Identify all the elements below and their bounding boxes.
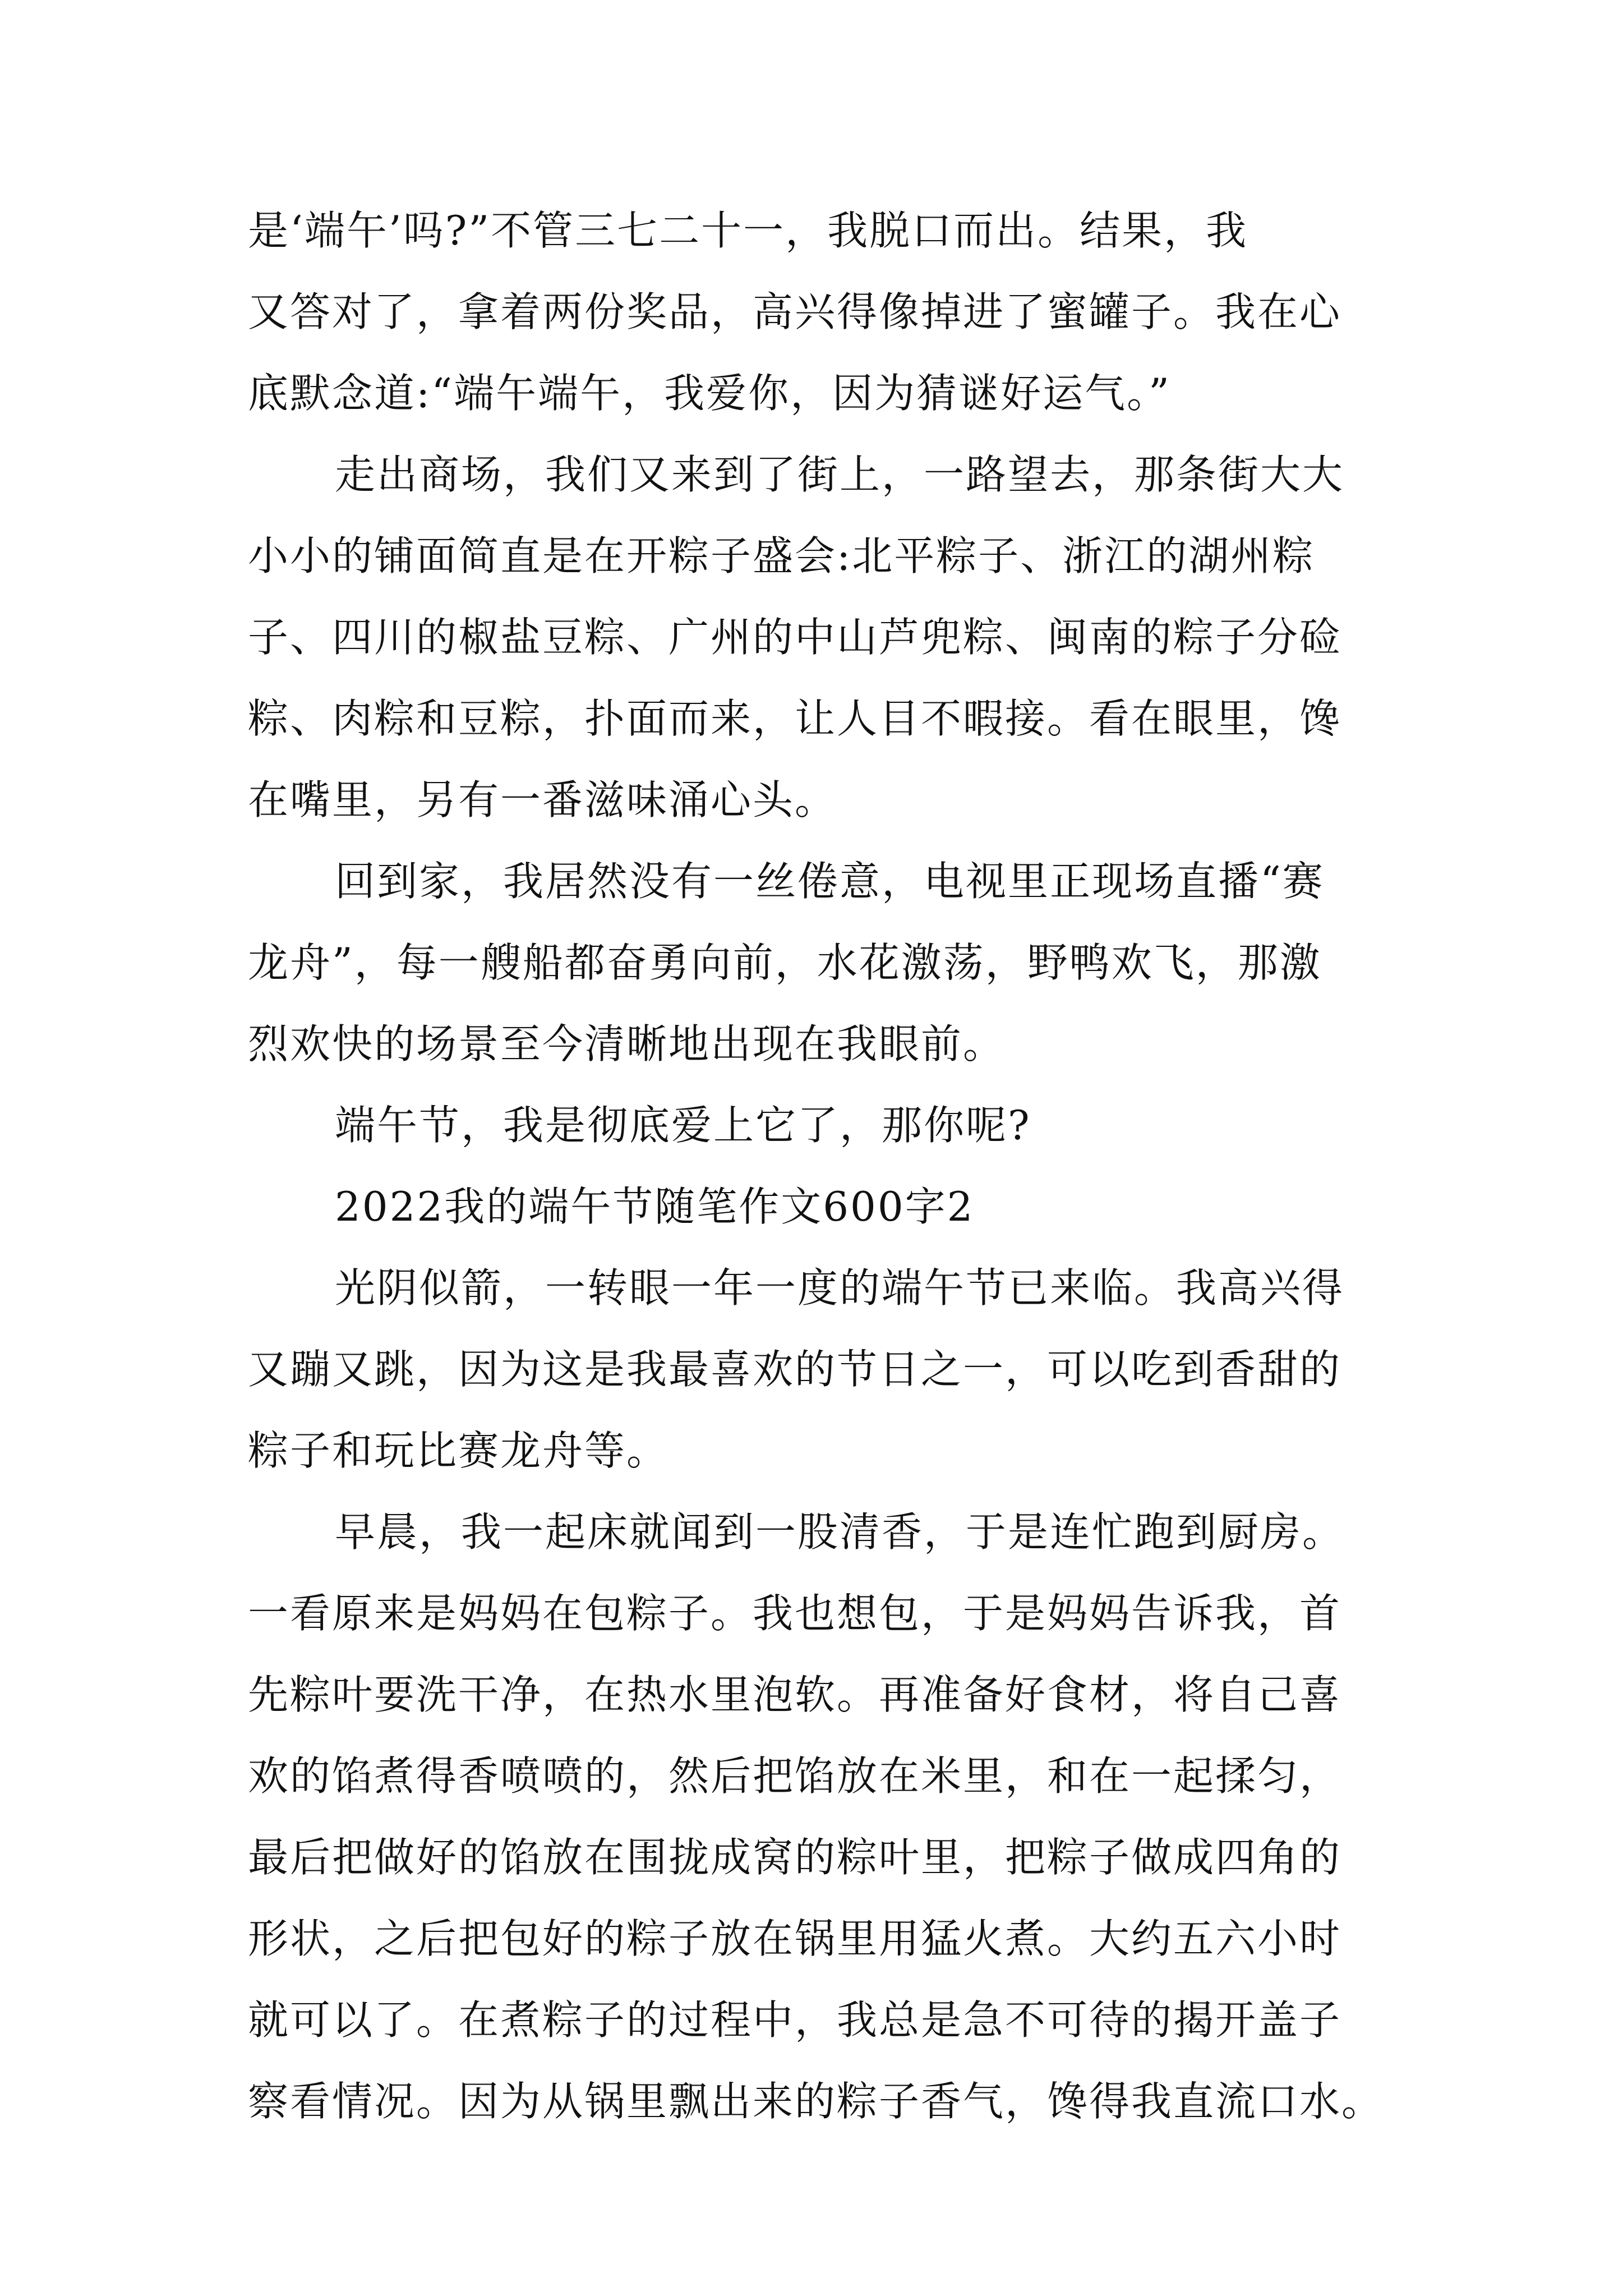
text-line: 小小的铺面简直是在开粽子盛会:北平粽子、浙江的湖州粽 <box>248 532 1315 579</box>
text-line: 粽、肉粽和豆粽，扑面而来，让人目不暇接。看在眼里，馋 <box>248 695 1342 742</box>
text-line: 烈欢快的场景至今清晰地出现在我眼前。 <box>248 1020 1006 1068</box>
text-line: 端午节，我是彻底爱上它了，那你呢? <box>335 1102 1031 1149</box>
text-line: 察看情况。因为从锅里飘出来的粽子香气，馋得我直流口水。 <box>248 2078 1384 2125</box>
text-line: 最后把做好的馅放在围拢成窝的粽叶里，把粽子做成四角的 <box>248 1834 1342 1881</box>
text-line: 光阴似箭，一转眼一年一度的端午节已来临。我高兴得 <box>335 1264 1345 1312</box>
text-line: 走出商场，我们又来到了街上，一路望去，那条街大大 <box>335 451 1345 498</box>
text-line: 粽子和玩比赛龙舟等。 <box>248 1427 669 1474</box>
text-line: 回到家，我居然没有一丝倦意，电视里正现场直播“赛 <box>335 858 1325 905</box>
text-line: 早晨，我一起床就闻到一股清香，于是连忙跑到厨房。 <box>335 1508 1345 1556</box>
text-line: 就可以了。在煮粽子的过程中，我总是急不可待的揭开盖子 <box>248 1996 1342 2044</box>
text-line: 欢的馅煮得香喷喷的，然后把馅放在米里，和在一起揉匀， <box>248 1752 1342 1800</box>
text-line: 又蹦又跳，因为这是我最喜欢的节日之一，可以吃到香甜的 <box>248 1346 1342 1393</box>
text-line: 在嘴里，另有一番滋味涌心头。 <box>248 776 837 823</box>
text-line: 子、四川的椒盐豆粽、广州的中山芦兜粽、闽南的粽子分硷 <box>248 614 1342 661</box>
text-line: 又答对了，拿着两份奖品，高兴得像掉进了蜜罐子。我在心 <box>248 288 1342 335</box>
text-line: 先粽叶要洗干净，在热水里泡软。再准备好食材，将自己喜 <box>248 1671 1342 1718</box>
text-line: 底默念道:“端午端午，我爱你，因为猜谜好运气。” <box>248 370 1171 417</box>
section-title: 2022我的端午节随笔作文600字2 <box>335 1183 975 1230</box>
text-line: 是‘端午’吗?”不管三七二十一，我脱口而出。结果，我 <box>248 207 1248 254</box>
text-line: 一看原来是妈妈在包粽子。我也想包，于是妈妈告诉我，首 <box>248 1590 1342 1637</box>
text-line: 形状，之后把包好的粽子放在锅里用猛火煮。大约五六小时 <box>248 1915 1342 1962</box>
text-line: 龙舟”，每一艘船都奋勇向前，水花激荡，野鸭欢飞，那激 <box>248 939 1322 986</box>
